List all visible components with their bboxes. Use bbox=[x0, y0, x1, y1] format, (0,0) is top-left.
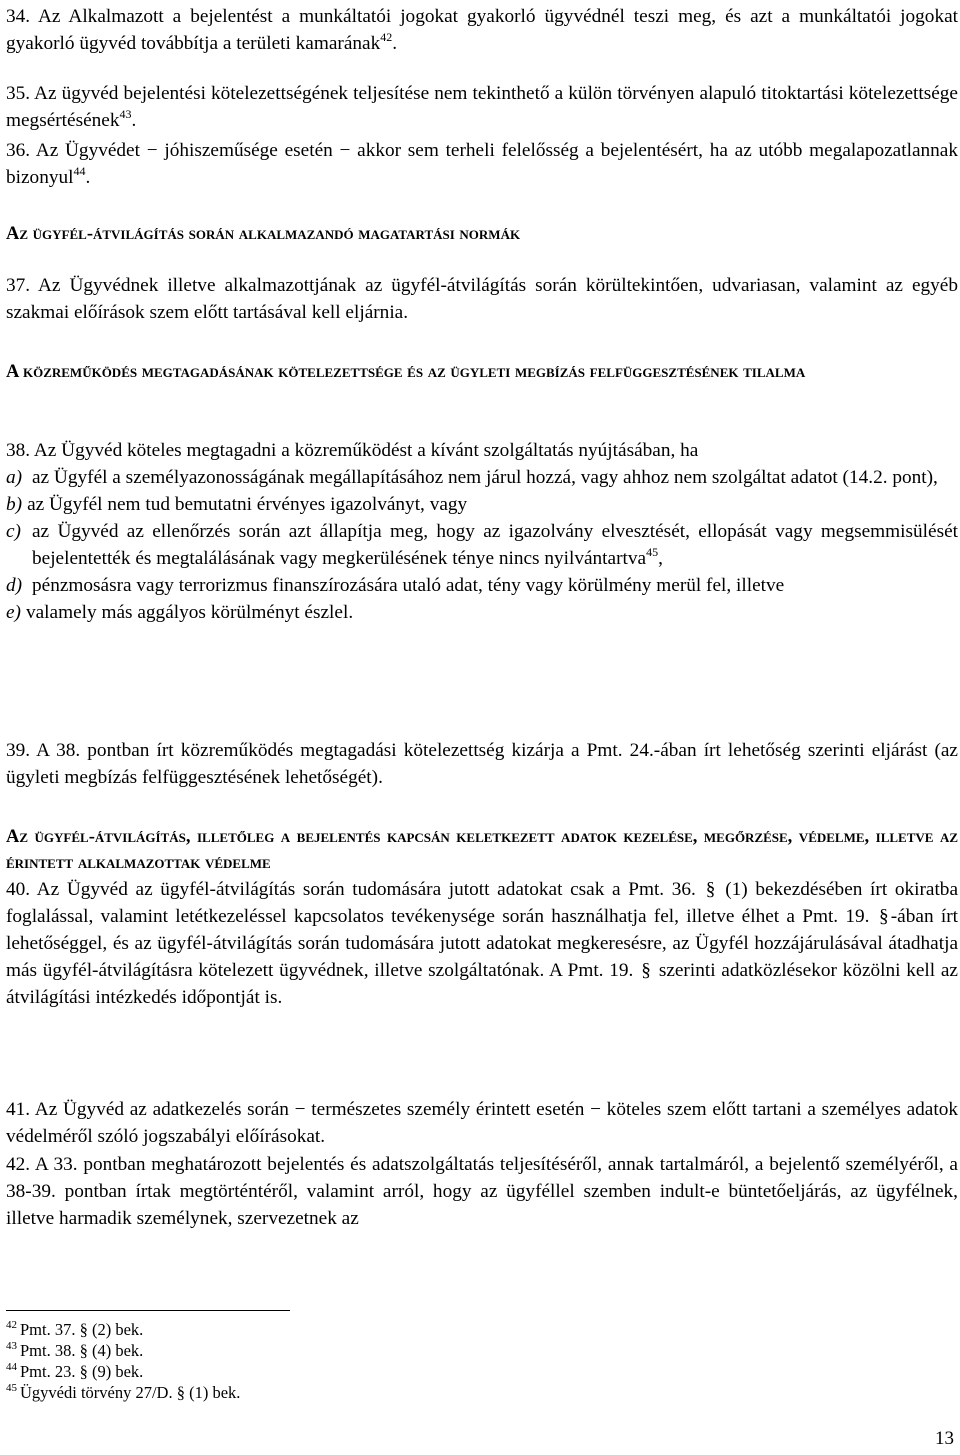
list-item-b bbox=[6, 491, 958, 518]
footnote-44 bbox=[6, 1361, 606, 1382]
paragraph-40-part-b: (1) bekezdésében írt okiratba foglalással, valamint letétkezeléssel kapcsolatos tevékenysége során használhatja fel, illetve élhet a Pmt. 19. bbox=[6, 879, 958, 927]
list-marker-b: b) bbox=[6, 494, 23, 515]
list-item-d bbox=[6, 572, 958, 599]
paragraph-40-part-c: -ában írt lehetőséggel, és az ügyfél-átvilágítás során tudomására jutott adatokat megkeresésre, az Ügyfél hozzájárulásával átadhatja más ügyfél-átvilágításra kötelezett ügyvédnek, illetve szolgáltatónak. A Pmt. 19. bbox=[6, 906, 958, 981]
paragraph-41: 41. Az Ügyvéd az adatkezelés során − természetes személy érintett esetén − köteles szem előtt tartani a személyes adatok védelméről szóló jogszabályi előírásokat. bbox=[6, 1099, 958, 1147]
paragraph-36 bbox=[6, 137, 958, 191]
footnote-separator bbox=[6, 1310, 290, 1311]
section-heading-refusal-obligation: A közreműködés megtagadásának kötelezettsége és az ügyleti megbízás felfüggesztésének tilalma bbox=[6, 362, 806, 382]
paragraph-34 bbox=[6, 3, 958, 57]
paragraph-35-text: 35. Az ügyvéd bejelentési kötelezettségének teljesítése nem tekinthető a külön törvényen alapuló titoktartási kötelezettsége megsértésének bbox=[6, 83, 958, 131]
list-item-c-text: az Ügyvéd az ellenőrzés során azt állapítja meg, hogy az igazolvány elvesztését, ellopását vagy megsemmisülését bejelentették és megtalálásának vagy megkerülésének ténye nincs nyilvántartva bbox=[32, 521, 958, 569]
footnotes bbox=[6, 1310, 606, 1403]
list-marker-e: e) bbox=[6, 602, 21, 623]
list-item-b-text: az Ügyfél nem tud bemutatni érvényes igazolványt, vagy bbox=[27, 494, 468, 515]
paragraph-39: 39. A 38. pontban írt közreműködés megtagadási kötelezettség kizárja a Pmt. 24.-ában írt lehetőség szerinti eljárást (az ügyleti megbízás felfüggesztésének lehetőségét). bbox=[6, 740, 958, 788]
refusal-conditions-list bbox=[6, 464, 958, 626]
footnote-number: 42 bbox=[6, 1319, 17, 1331]
list-item-e bbox=[6, 599, 958, 626]
section-sign: § bbox=[705, 879, 716, 900]
paragraph-35 bbox=[6, 80, 958, 134]
list-item-a-text: az Ügyfél a személyazonosságának megállapításához nem járul hozzá, vagy ahhoz nem szolgáltat adatot (14.2. pont), bbox=[32, 467, 938, 488]
paragraph-36-end: . bbox=[85, 167, 91, 188]
paragraph-36-text: 36. Az Ügyvédet − jóhiszeműsége esetén − akkor sem terheli felelősség a bejelentésért, ha az utóbb megalapozatlannak bizonyul bbox=[6, 140, 958, 188]
footnote-number: 43 bbox=[6, 1340, 17, 1352]
footnote-ref-43: 43 bbox=[119, 107, 132, 121]
footnote-text: Pmt. 23. § (9) bek. bbox=[20, 1362, 144, 1381]
page-number: 13 bbox=[935, 1428, 954, 1449]
paragraph-37: 37. Az Ügyvédnek illetve alkalmazottjának az ügyfél-átvilágítás során körültekintően, udvariasan, valamint az egyéb szakmai előírások szem előtt tartásával kell eljárnia. bbox=[6, 275, 958, 323]
footnote-text: Ügyvédi törvény 27/D. § (1) bek. bbox=[20, 1383, 241, 1402]
footnote-text: Pmt. 37. § (2) bek. bbox=[20, 1320, 144, 1339]
paragraph-42: 42. A 33. pontban meghatározott bejelentés és adatszolgáltatás teljesítéséről, annak tartalmáról, a bejelentő személyéről, a 38-39. pontban írtak megtörténtéről, valamint arról, hogy az ügyféllel szemben indult-e büntetőeljárás, az ügyfélnek, illetve harmadik személynek, szervezetnek az bbox=[6, 1154, 958, 1229]
list-marker-c: c) bbox=[6, 521, 21, 542]
section-sign: § bbox=[641, 960, 651, 981]
list-item-c-body bbox=[32, 518, 958, 572]
footnote-number: 45 bbox=[6, 1382, 17, 1394]
footnote-text: Pmt. 38. § (4) bek. bbox=[20, 1341, 144, 1360]
list-marker-d: d) bbox=[6, 575, 23, 596]
paragraph-40-part-a: 40. Az Ügyvéd az ügyfél-átvilágítás során tudomására jutott adatokat csak a Pmt. 36. bbox=[6, 879, 696, 900]
paragraph-40-part-d: szerinti adatközlésekor közölni kell az átvilágítási intézkedés időpontját is. bbox=[6, 960, 958, 1008]
list-item-d-text: pénzmosásra vagy terrorizmus finanszírozására utaló adat, tény vagy körülmény merül fel, illetve bbox=[32, 575, 785, 596]
footnote-ref-45: 45 bbox=[646, 545, 659, 559]
list-item-c-end: , bbox=[658, 548, 663, 569]
paragraph-35-end: . bbox=[131, 110, 137, 131]
footnote-number: 44 bbox=[6, 1361, 17, 1373]
list-marker-a: a) bbox=[6, 467, 23, 488]
paragraph-40 bbox=[6, 876, 958, 1011]
footnote-ref-44: 44 bbox=[73, 164, 86, 178]
footnote-45 bbox=[6, 1382, 606, 1403]
section-sign: § bbox=[878, 906, 889, 927]
footnote-ref-42: 42 bbox=[380, 30, 393, 44]
section-heading-data-handling: Az ügyfél-átvilágítás, illetőleg a bejelentés kapcsán keletkezett adatok kezelése, megőrzése, védelme, illetve az érintett alkalmazottak védelme bbox=[6, 827, 958, 873]
paragraph-34-text: 34. Az Alkalmazott a bejelentést a munkáltatói jogokat gyakorló ügyvédnél teszi meg, és azt a munkáltatói jogokat gyakorló ügyvéd továbbítja a területi kamarának bbox=[6, 6, 958, 54]
section-heading-conduct-norms: Az ügyfél-átvilágítás során alkalmazandó magatartási normák bbox=[6, 224, 521, 244]
list-item-a bbox=[6, 464, 958, 491]
footnote-42 bbox=[6, 1319, 606, 1340]
list-item-e-text: valamely más aggályos körülményt észlel. bbox=[25, 602, 354, 623]
list-item-c bbox=[6, 518, 958, 572]
footnote-43 bbox=[6, 1340, 606, 1361]
paragraph-38-intro: 38. Az Ügyvéd köteles megtagadni a közreműködést a kívánt szolgáltatás nyújtásában, ha bbox=[6, 440, 699, 461]
paragraph-34-end: . bbox=[392, 33, 398, 54]
paragraph-38 bbox=[6, 437, 958, 626]
